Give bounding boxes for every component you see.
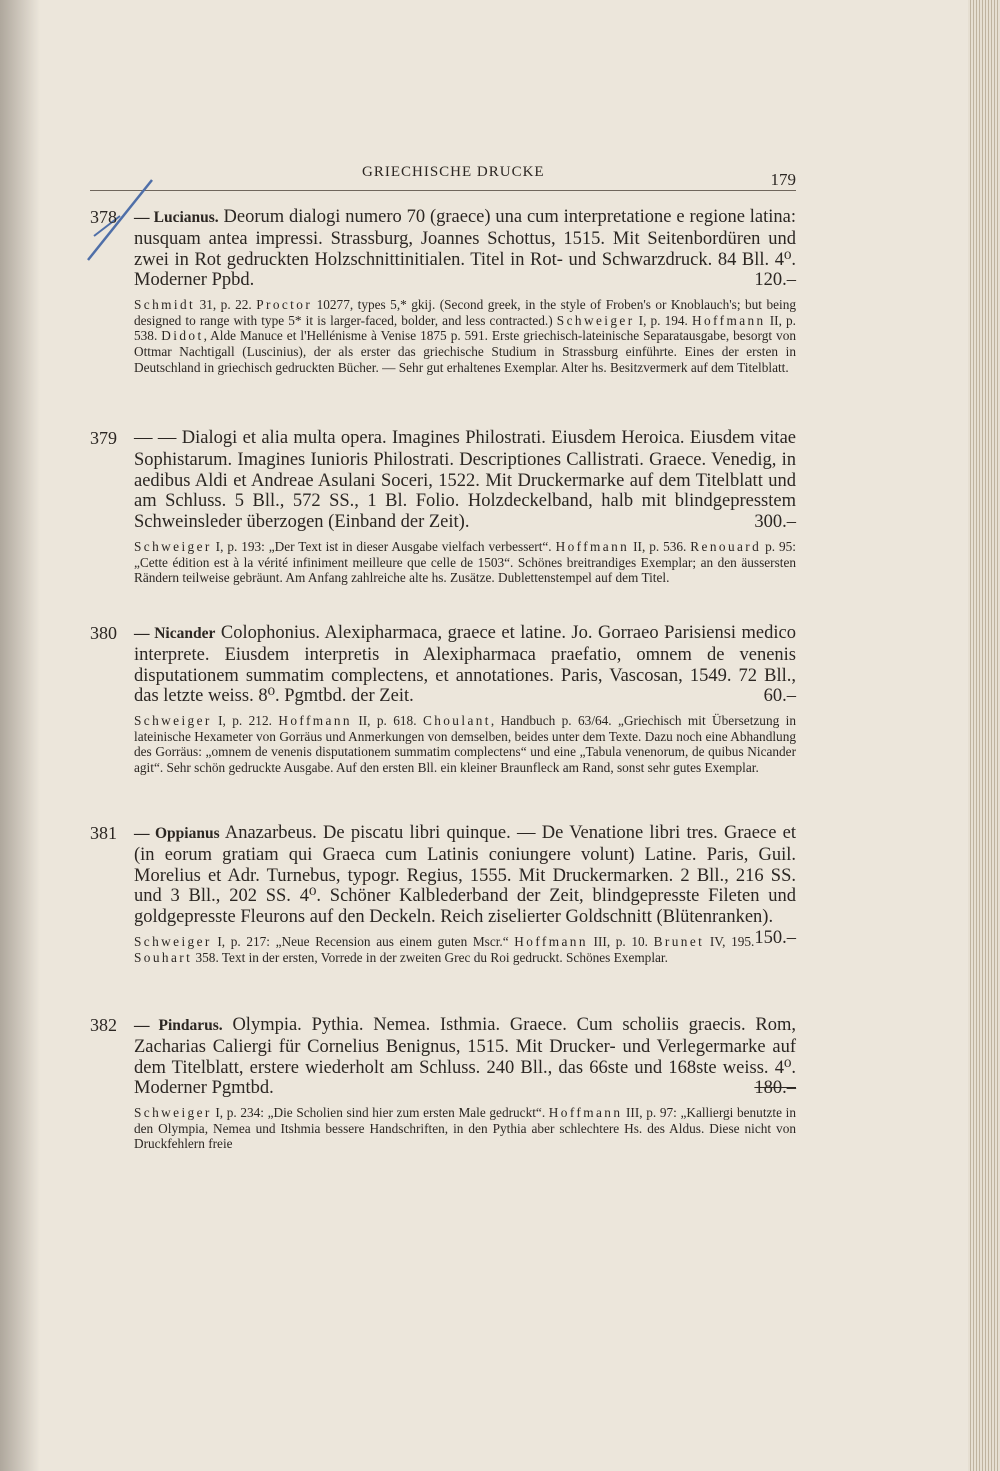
entry-description: Deorum dialogi numero 70 (graece) una cum interpretatione e regione latina: nusquam antea impressi. Strassburg, Joannes Schottus, 1515. Mit Seitenbordüren und zwei in Rot gedruckten Holzschnittinitialen. Titel in Rot- und Schwarzdruck. 84 Bll. 4⁰. Moderner Ppbd. [134, 207, 797, 291]
reference-author: Hoffmann [555, 538, 630, 554]
entry-description: Colophonius. Alexipharmaca, graece et latine. Jo. Gorraeo Parisiensi medico interprete. Eiusdem interpretis in Alexipharmaca praefatio, omnem de venenis disputationem summatim complectens, et annotationes. Paris, Vascosan, 1549. 72 Bll., das letzte weiss. 8⁰. Pgmtbd. der Zeit. [134, 623, 796, 707]
note-text: III, p. 10. [587, 933, 654, 949]
note-text: I, p. 234: „Die Scholien sind hier zum ersten Male gedruckt“. [211, 1105, 549, 1121]
reference-author: Hoffmann [278, 713, 352, 729]
reference-author: Choulant [422, 713, 491, 729]
header-title: GRIECHISCHE DRUCKE [362, 164, 545, 180]
reference-author: Hoffmann [548, 1105, 623, 1121]
reference-author: Hoffmann [514, 933, 588, 949]
entry-note [134, 297, 796, 375]
spine-shadow [0, 0, 40, 1471]
note-text: , Handbuch p. 63/64. „Griechisch mit Übersetzung in lateinische Hexameter von Gorräus und Anmerkungen von demselben, beides unter dem Texte. Dazu noch eine Abhandlung des Gorräus: „omnem de venenis disputationem summatim complectens“ und eine „Tabula venenorum, de quibus Nicander agit“. Sehr schön gedruckte Ausgabe. Auf den ersten Bll. ein kleiner Braunfleck am Rand, sonst sehr gutes Exemplar. [134, 713, 796, 775]
entry-author: — Nicander [134, 625, 216, 642]
entry-description: Anazarbeus. De piscatu libri quinque. — De Venatione libri tres. Graece et (in eorum gratiam qui Graeca cum Latinis coniungere volunt) Latine. Paris, Guil. Morelius et Adr. Turnebus, typogr. Regius, 1555. Mit Druckermarken. 2 Bll., 216 SS. und 3 Bll., 202 SS. 4⁰. Schöner Kalblederband der Zeit, blindgepresste Fileten und goldgepresste Fleurons auf den Deckeln. Reich ziselierter Goldschnitt (Blütenranken). [134, 823, 796, 928]
entry-number: 381 [90, 823, 117, 843]
entry-main-text [134, 1015, 796, 1099]
note-text: 358. Text in der ersten, Vorrede in der zweiten Grec du Roi gedruckt. Schönes Exemplar. [192, 949, 668, 965]
entry-number: 378 [90, 207, 117, 227]
running-header [90, 164, 796, 191]
page-edges [968, 0, 1000, 1471]
note-text: I, p. 212. [211, 713, 279, 729]
reference-author: Renouard [690, 538, 762, 554]
entry-price: 150.– [754, 927, 796, 948]
note-text: p. 95: „Cette édition est à la vérité infiniment meilleure que celle de 1503“. Schönes breitrandiges Exemplar; an den äussersten Rändern teilweise gebräunt. Am Anfang zahlreiche alte hs. Zusätze. Dublettenstempel auf dem Titel. [134, 538, 796, 586]
note-text: 31, p. 22. [195, 297, 257, 313]
entry-author: — Lucianus. [134, 209, 219, 226]
reference-author: Schweiger [134, 1105, 212, 1121]
reference-author: Schweiger [134, 933, 212, 949]
note-text: I, p. 217: „Neue Recension aus einem guten Mscr.“ [211, 933, 515, 949]
note-text: I, p. 193: „Der Text ist in dieser Ausgabe vielfach verbessert“. [211, 538, 556, 554]
entry-note [134, 934, 796, 965]
reference-author: Proctor [256, 297, 313, 313]
reference-author: Brunet [653, 933, 705, 949]
entry-price: 120.– [754, 270, 796, 291]
entry-author: — Pindarus. [134, 1017, 223, 1034]
entry-380 [90, 623, 796, 776]
entry-main-text [134, 428, 796, 533]
entry-price: 180.– [754, 1078, 796, 1099]
reference-author: Schmidt [134, 297, 196, 313]
entry-description: — — Dialogi et alia multa opera. Imagines Philostrati. Eiusdem Heroica. Eiusdem vitae Sophistarum. Imagines Iunioris Philostrati. Descriptiones Callistrati. Graece. Venedig, in aedibus Aldi et Andreae Asulani Soceri, 1522. Mit Druckermarke auf dem Titelblatt und am Schluss. 5 Bll., 572 SS., 1 Bl. Folio. Holzdeckelband, halb mit blindgepresstem Schweinsleder überzogen (Einband der Zeit). [134, 428, 796, 533]
entry-381 [90, 823, 796, 965]
entry-price: 300.– [754, 512, 796, 533]
entry-author: — Oppianus [134, 825, 220, 842]
entry-main-text [134, 207, 796, 291]
note-text: , Alde Manuce et l'Hellénisme à Venise 1875 p. 591. Erste griechisch-lateinische Separatausgabe, besorgt von Ottmar Nachtigall (Luscinius), der als erster das griechische Studium in Strassburg einführte. Eines der ersten in Deutschland in griechisch gedruckten Bücher. — Sehr gut erhaltenes Exemplar. Alter hs. Besitzvermerk auf dem Titelblatt. [134, 328, 797, 375]
note-text: IV, 195. [704, 933, 755, 949]
entry-price: 60.– [763, 686, 796, 707]
reference-author: Schweiger [556, 312, 635, 328]
entry-378 [90, 207, 796, 375]
reference-author: Souhart [134, 949, 193, 965]
entry-379 [90, 428, 796, 586]
reference-author: Schweiger [134, 713, 212, 729]
note-text: I, p. 194. [634, 312, 692, 328]
note-text: III, p. 97: „Kalliergi benutzte in den Olympia, Nemea und Itshmia bessere Handschriften, in den Pythia aber schlechtere Hs. des Aldus. Diese nicht von Druckfehlern freie [134, 1105, 796, 1152]
entry-description: Olympia. Pythia. Nemea. Isthmia. Graece. Cum scholiis graecis. Rom, Zacharias Caliergi für Cornelius Benignus, 1515. Mit Drucker- und Verlegermarke auf dem Titelblatt, erstere wiederholt am Schluss. 240 Bll., das 66ste und 168ste weiss. 4⁰. Moderner Pgmtbd. [134, 1015, 796, 1099]
note-text: II, p. 618. [351, 713, 423, 729]
entry-note [134, 1105, 796, 1152]
note-text: II, p. 538. [134, 312, 796, 344]
entry-number: 380 [90, 623, 117, 643]
entry-382 [90, 1015, 796, 1152]
note-text: 10277, types 5,* gkij. (Second greek, in the style of Froben's or Knoblauch's; but being designed to range with type 5* it is larger-faced, bolder, and less contracted.) [134, 297, 796, 328]
entry-main-text [134, 623, 796, 707]
reference-author: Hoffmann [692, 312, 766, 328]
reference-author: Schweiger [134, 538, 212, 554]
page-number: 179 [770, 170, 796, 189]
entry-number: 382 [90, 1015, 117, 1035]
note-text: II, p. 536. [629, 538, 691, 554]
entry-note [134, 713, 796, 775]
entry-number: 379 [90, 428, 117, 448]
reference-author: Didot [161, 328, 204, 344]
entry-note [134, 539, 796, 586]
